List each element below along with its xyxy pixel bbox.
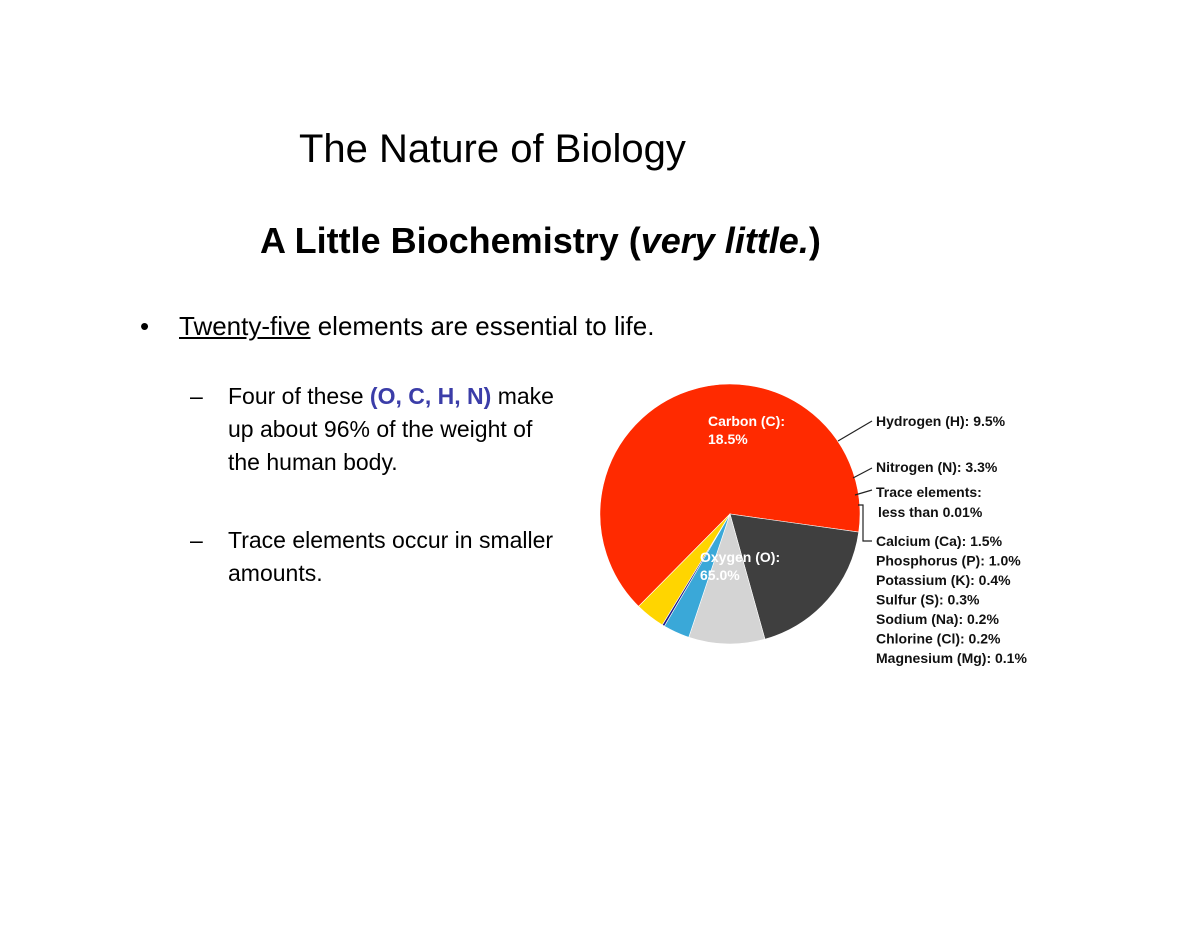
subtitle-end: ) bbox=[808, 220, 821, 261]
subtitle-italic: very little. bbox=[640, 220, 809, 261]
pie-label-nitrogen: Nitrogen (N): 3.3% bbox=[876, 459, 998, 475]
sub-bullet-prefix: Four of these bbox=[228, 383, 370, 409]
subtitle-main: A Little Biochemistry ( bbox=[260, 220, 641, 261]
sub-bullet-text: Trace elements occur in smaller amounts. bbox=[228, 527, 554, 586]
pie-label-oxygen-name: Oxygen (O): bbox=[700, 549, 781, 565]
pie-label-oxygen-value: 65.0% bbox=[700, 567, 740, 583]
other-element-label: Calcium (Ca): 1.5% bbox=[876, 533, 1003, 549]
pie-label-trace-value: less than 0.01% bbox=[878, 504, 983, 520]
other-element-label: Phosphorus (P): 1.0% bbox=[876, 552, 1021, 569]
bullet-underlined: Twenty-five bbox=[179, 311, 311, 341]
other-element-label: Magnesium (Mg): 0.1% bbox=[876, 650, 1027, 666]
pie-label-carbon-value: 18.5% bbox=[708, 431, 748, 447]
sub-bullet-suffix: make up about 96% of the weight of the human body. bbox=[228, 383, 554, 475]
pie-label-trace-name: Trace elements: bbox=[876, 484, 982, 500]
sub-bullet-highlight: (O, C, H, N) bbox=[369, 383, 492, 409]
other-element-label: Chlorine (Cl): 0.2% bbox=[876, 630, 1001, 647]
sub-bullet-marker: – bbox=[190, 527, 203, 553]
bullet-rest: elements are essential to life. bbox=[310, 311, 655, 341]
other-element-label: Potassium (K): 0.4% bbox=[876, 572, 1011, 588]
leader-line-nitrogen bbox=[853, 468, 872, 478]
pie-label-carbon-name: Carbon (C): bbox=[708, 413, 785, 429]
pie-label-hydrogen: Hydrogen (H): 9.5% bbox=[876, 413, 1006, 429]
bullet-marker: • bbox=[140, 311, 150, 341]
leader-line-hydrogen bbox=[838, 421, 872, 441]
sub-bullet-marker: – bbox=[190, 383, 203, 409]
other-element-label: Sulfur (S): 0.3% bbox=[876, 591, 980, 608]
slide-title: The Nature of Biology bbox=[299, 127, 686, 171]
other-elements-list bbox=[876, 533, 1027, 666]
other-element-label: Sodium (Na): 0.2% bbox=[876, 611, 999, 627]
